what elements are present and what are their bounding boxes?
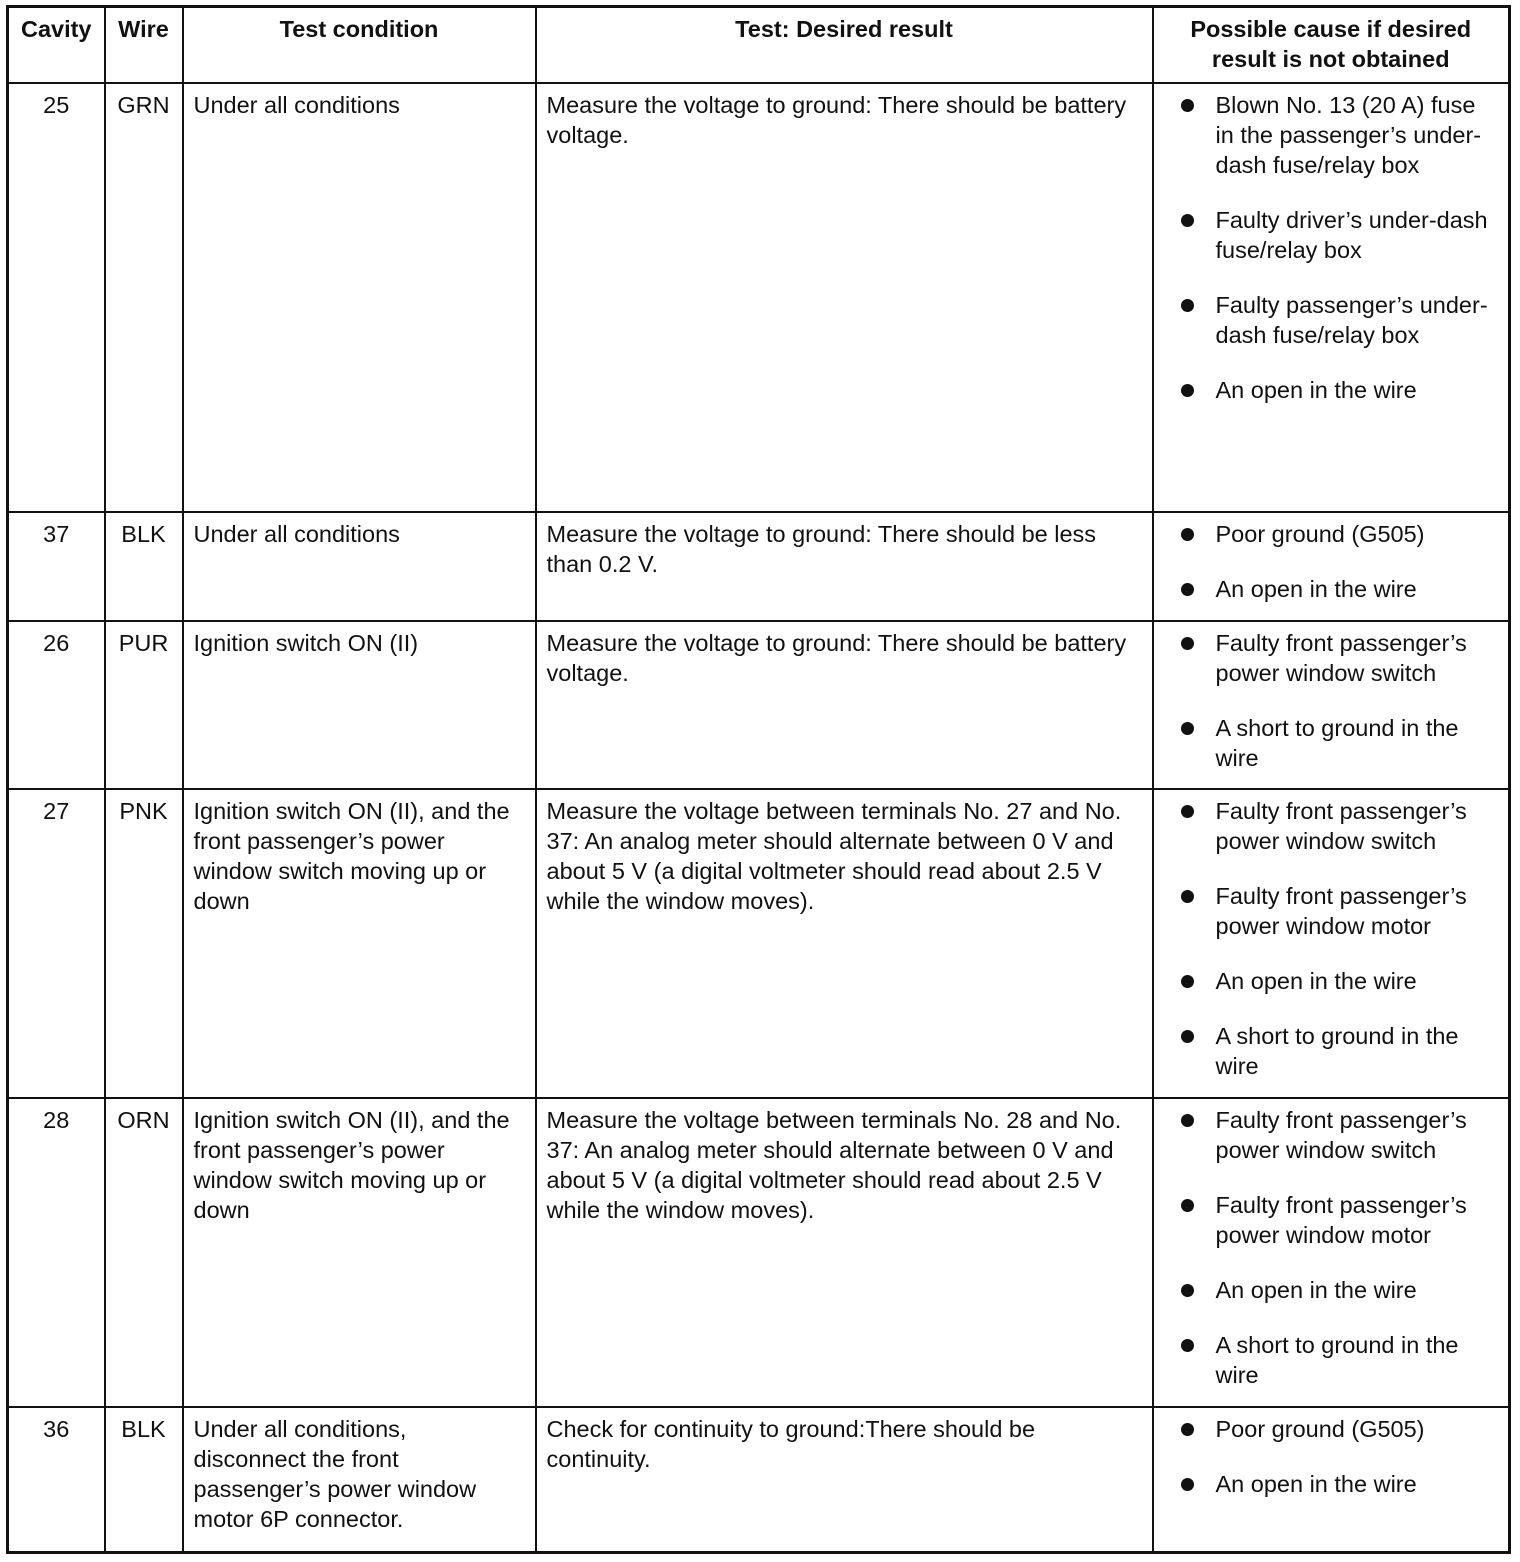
- bullet-icon: [1181, 384, 1194, 397]
- cause-text: Blown No. 13 (20 A) fuse in the passenger’s under-dash fuse/relay box: [1215, 92, 1482, 178]
- cavity-cell: 25: [8, 83, 105, 512]
- header-test-condition: Test condition: [183, 7, 536, 84]
- cause-item: [1216, 881, 1499, 941]
- cause-text: Faulty front passenger’s power window motor: [1215, 883, 1467, 939]
- possible-cause-cell: [1153, 83, 1510, 512]
- cause-item: [1216, 1469, 1499, 1499]
- bullet-icon: [1181, 1030, 1194, 1043]
- cause-item: [1216, 1021, 1499, 1081]
- cause-item: [1216, 713, 1499, 773]
- cause-item: [1216, 628, 1499, 688]
- wire-cell: GRN: [105, 83, 183, 512]
- cause-item: [1216, 796, 1499, 856]
- cavity-cell: 27: [8, 789, 105, 1098]
- cause-text: An open in the wire: [1215, 1471, 1417, 1497]
- table-row: [8, 1407, 1510, 1552]
- cavity-cell: 36: [8, 1407, 105, 1552]
- cause-text: Faulty driver’s under-dash fuse/relay box: [1215, 207, 1488, 263]
- bullet-icon: [1181, 1114, 1194, 1127]
- cause-item: [1216, 375, 1499, 405]
- cause-text: Faulty front passenger’s power window switch: [1215, 798, 1467, 854]
- bullet-icon: [1181, 1284, 1194, 1297]
- cavity-cell: 37: [8, 512, 105, 621]
- cause-text: Poor ground (G505): [1215, 1416, 1425, 1442]
- test-condition-cell: Under all conditions: [183, 512, 536, 621]
- bullet-icon: [1181, 1478, 1194, 1491]
- test-condition-cell: Ignition switch ON (II), and the front passenger’s power window switch moving up or down: [183, 789, 536, 1098]
- table-row: [8, 621, 1510, 789]
- desired-result-cell: Measure the voltage between terminals No. 28 and No. 37: An analog meter should alternate between 0 V and about 5 V (a digital voltmeter should read about 2.5 V while the window moves).: [536, 1098, 1153, 1407]
- cause-item: [1216, 574, 1499, 604]
- cause-item: [1216, 1414, 1499, 1444]
- bullet-icon: [1181, 890, 1194, 903]
- possible-cause-cell: [1153, 1407, 1510, 1552]
- header-wire: Wire: [105, 7, 183, 84]
- cause-list: [1164, 519, 1499, 604]
- table-row: [8, 512, 1510, 621]
- test-condition-cell: Ignition switch ON (II): [183, 621, 536, 789]
- cause-text: Faulty front passenger’s power window switch: [1215, 1107, 1467, 1163]
- bullet-icon: [1181, 805, 1194, 818]
- wire-cell: PNK: [105, 789, 183, 1098]
- desired-result-cell: Measure the voltage to ground: There should be less than 0.2 V.: [536, 512, 1153, 621]
- cause-item: [1216, 1275, 1499, 1305]
- possible-cause-cell: [1153, 621, 1510, 789]
- bullet-icon: [1181, 99, 1194, 112]
- test-condition-cell: Under all conditions: [183, 83, 536, 512]
- table-row: [8, 789, 1510, 1098]
- header-cavity: Cavity: [8, 7, 105, 84]
- cause-item: [1216, 205, 1499, 265]
- table-row: [8, 1098, 1510, 1407]
- bullet-icon: [1181, 1423, 1194, 1436]
- header-row: [8, 7, 1510, 84]
- cause-list: [1164, 1414, 1499, 1499]
- cause-item: [1216, 966, 1499, 996]
- bullet-icon: [1181, 722, 1194, 735]
- table-row: [8, 83, 1510, 512]
- bullet-icon: [1181, 583, 1194, 596]
- cause-list: [1164, 796, 1499, 1081]
- wire-cell: PUR: [105, 621, 183, 789]
- cavity-cell: 26: [8, 621, 105, 789]
- cause-item: [1216, 1330, 1499, 1390]
- cause-item: [1216, 90, 1499, 180]
- diagnostic-table: [6, 5, 1511, 1554]
- cause-text: An open in the wire: [1215, 1277, 1417, 1303]
- bullet-icon: [1181, 528, 1194, 541]
- cause-text: Poor ground (G505): [1215, 521, 1425, 547]
- desired-result-cell: Measure the voltage to ground: There should be battery voltage.: [536, 621, 1153, 789]
- test-condition-cell: Under all conditions, disconnect the front passenger’s power window motor 6P connector.: [183, 1407, 536, 1552]
- table-body: [8, 83, 1510, 1552]
- cause-item: [1216, 1105, 1499, 1165]
- cause-list: [1164, 90, 1499, 405]
- desired-result-cell: Measure the voltage to ground: There should be battery voltage.: [536, 83, 1153, 512]
- bullet-icon: [1181, 637, 1194, 650]
- desired-result-cell: Check for continuity to ground:There should be continuity.: [536, 1407, 1153, 1552]
- possible-cause-cell: [1153, 789, 1510, 1098]
- cause-text: Faulty front passenger’s power window switch: [1215, 630, 1467, 686]
- possible-cause-cell: [1153, 512, 1510, 621]
- cause-item: [1216, 519, 1499, 549]
- cause-text: A short to ground in the wire: [1215, 1023, 1459, 1079]
- bullet-icon: [1181, 1199, 1194, 1212]
- cause-list: [1164, 1105, 1499, 1390]
- wire-cell: ORN: [105, 1098, 183, 1407]
- cause-item: [1216, 1190, 1499, 1250]
- cause-text: An open in the wire: [1215, 968, 1417, 994]
- cause-text: A short to ground in the wire: [1215, 715, 1459, 771]
- possible-cause-cell: [1153, 1098, 1510, 1407]
- wire-cell: BLK: [105, 1407, 183, 1552]
- header-desired-result: Test: Desired result: [536, 7, 1153, 84]
- bullet-icon: [1181, 299, 1194, 312]
- bullet-icon: [1181, 214, 1194, 227]
- cause-list: [1164, 628, 1499, 773]
- cause-text: A short to ground in the wire: [1215, 1332, 1459, 1388]
- cause-text: An open in the wire: [1215, 377, 1417, 403]
- bullet-icon: [1181, 975, 1194, 988]
- cause-text: Faulty passenger’s under-dash fuse/relay box: [1215, 292, 1488, 348]
- wire-cell: BLK: [105, 512, 183, 621]
- cause-text: An open in the wire: [1215, 576, 1417, 602]
- header-possible-cause: Possible cause if desired result is not obtained: [1153, 7, 1510, 84]
- desired-result-cell: Measure the voltage between terminals No. 27 and No. 37: An analog meter should alternate between 0 V and about 5 V (a digital voltmeter should read about 2.5 V while the window moves).: [536, 789, 1153, 1098]
- cause-item: [1216, 290, 1499, 350]
- cavity-cell: 28: [8, 1098, 105, 1407]
- bullet-icon: [1181, 1339, 1194, 1352]
- cause-text: Faulty front passenger’s power window motor: [1215, 1192, 1467, 1248]
- test-condition-cell: Ignition switch ON (II), and the front passenger’s power window switch moving up or down: [183, 1098, 536, 1407]
